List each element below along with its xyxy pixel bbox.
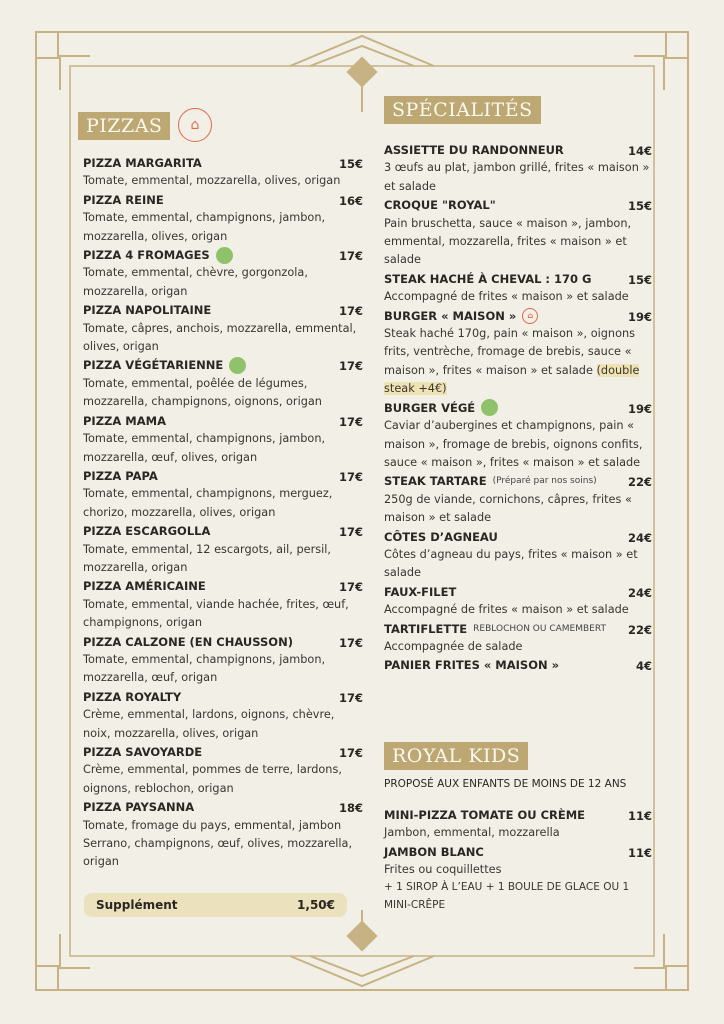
menu-item: [384, 307, 652, 399]
item-title: PIZZA PAYSANNA: [83, 800, 195, 815]
item-price: 17€: [338, 304, 363, 319]
item-description: [83, 817, 363, 872]
item-name: [384, 472, 652, 490]
description-text: Caviar d’aubergines et champignons, pain « maison », fromage de brebis, oignons confits, sauce « maison », frites « maison » et salade: [384, 419, 643, 469]
supplement-label: Supplément: [96, 898, 178, 912]
item-name: [83, 688, 363, 706]
item-note: (Préparé par nos soins): [492, 476, 597, 487]
description-text: Accompagné de frites « maison » et salade: [384, 603, 629, 617]
item-name: [83, 633, 363, 651]
item-name: [83, 577, 363, 595]
menu-item: [384, 806, 652, 843]
item-name: [83, 246, 363, 264]
description-text: Jambon, emmental, mozzarella: [384, 826, 560, 840]
item-name: [83, 522, 363, 540]
supplement-row: [84, 893, 347, 917]
item-price: 17€: [338, 746, 363, 760]
item-title: JAMBON BLANC: [384, 844, 484, 859]
item-title: PIZZA MARGARITA: [83, 156, 202, 170]
menu-item: [83, 191, 363, 246]
item-name: [384, 583, 652, 601]
kids-title: ROYAL KIDS: [384, 742, 528, 770]
item-description: [83, 264, 363, 301]
item-name: [83, 191, 363, 209]
item-price: 18€: [338, 801, 363, 816]
item-price: 19€: [627, 401, 652, 416]
item-description: [83, 320, 363, 357]
item-title: CÔTES D’AGNEAU: [384, 529, 498, 544]
menu-item: [83, 577, 363, 632]
menu-item: [83, 798, 363, 872]
vegetarian-badge-icon: [481, 399, 498, 416]
description-text: Tomate, emmental, champignons, jambon, mozzarella, olives, origan: [83, 211, 326, 243]
item-name: [384, 270, 652, 288]
vegetarian-badge-icon: [229, 357, 246, 374]
item-name: [83, 467, 363, 485]
description-text: Pain bruschetta, sauce « maison », jambon, emmental, mozzarella, frites « maison » et salade: [384, 216, 632, 267]
description-text: Tomate, emmental, poêlée de légumes, mozzarella, champignons, oignons, origan: [83, 376, 322, 409]
item-price: 22€: [627, 475, 652, 490]
item-title: ASSIETTE DU RANDONNEUR: [384, 143, 564, 157]
item-description: [83, 651, 363, 688]
item-price: 17€: [338, 635, 363, 650]
description-text: Accompagnée de salade: [384, 639, 523, 653]
specialites-title: SPÉCIALITÉS: [384, 96, 541, 124]
item-description: [83, 761, 363, 798]
fait-maison-logo: ⌂: [178, 108, 212, 142]
item-description: [83, 172, 363, 190]
item-name: [83, 798, 363, 816]
description-text: Tomate, emmental, chèvre, gorgonzola, mozzarella, origan: [83, 266, 308, 298]
menu-item: [384, 843, 652, 880]
item-price: 11€: [627, 809, 652, 823]
item-name: [384, 399, 652, 417]
item-title: CROQUE "ROYAL": [384, 198, 496, 213]
fait-maison-icon: ⌂: [522, 308, 538, 324]
item-extra: (double steak +4€): [384, 363, 640, 396]
item-title: PIZZA AMÉRICAINE: [83, 579, 206, 594]
pizza-list: [83, 154, 363, 872]
description-text: Tomate, emmental, champignons, merguez, chorizo, mozzarella, olives, origan: [83, 487, 333, 519]
item-price: 17€: [338, 359, 363, 374]
menu-item: [384, 472, 652, 527]
item-price: 14€: [627, 144, 652, 158]
item-price: 17€: [338, 469, 363, 484]
item-title: PIZZA SAVOYARDE: [83, 745, 203, 759]
item-title: PIZZA 4 FROMAGES: [83, 248, 210, 263]
description-text: Tomate, câpres, anchois, mozzarella, emmental, olives, origan: [83, 321, 357, 354]
item-name: [83, 301, 363, 319]
item-description: [384, 861, 652, 879]
item-description: [384, 288, 652, 306]
item-title: BURGER VÉGÉ: [384, 400, 476, 415]
description-text: Steak haché 170g, pain « maison », oignons frits, ventrèche, fromage de brebis, sauce « maison », frites « maison » et salade: [384, 327, 636, 377]
kids-footer: + 1 SIROP À L’EAU + 1 BOULE DE GLACE OU 1 MINI-CRÊPE: [384, 881, 630, 912]
item-title: PIZZA ESCARGOLLA: [83, 524, 211, 539]
description-text: 3 œufs au plat, jambon grillé, frites « maison » et salade: [384, 161, 650, 193]
supplement-price: 1,50€: [297, 898, 335, 912]
item-name: [83, 154, 363, 172]
menu-item: [384, 270, 652, 307]
item-description: [384, 824, 652, 842]
item-price: 11€: [627, 845, 652, 860]
item-title: PANIER FRITES « MAISON »: [384, 658, 560, 673]
item-title: BURGER « MAISON »: [384, 308, 517, 323]
pizzas-title: PIZZAS: [78, 112, 170, 140]
menu-item: [83, 246, 363, 301]
description-text: Crème, emmental, pommes de terre, lardons, oignons, reblochon, origan: [83, 763, 342, 795]
menu-item: [83, 522, 363, 577]
item-price: 22€: [627, 622, 652, 637]
menu-item: [83, 467, 363, 522]
menu-item: [384, 620, 652, 657]
description-text: Côtes d’agneau du pays, frites « maison » et salade: [384, 547, 638, 580]
item-price: 19€: [627, 309, 652, 324]
item-description: [384, 417, 652, 472]
item-title: MINI-PIZZA TOMATE OU CRÈME: [384, 808, 586, 822]
item-description: [384, 638, 652, 656]
kids-list: [384, 806, 652, 880]
menu-item: [384, 196, 652, 270]
item-description: [83, 209, 363, 246]
item-description: [83, 596, 363, 633]
specialites-list: [384, 141, 652, 675]
description-text: Tomate, emmental, 12 escargots, ail, persil, mozzarella, origan: [83, 542, 331, 574]
item-note: REBLOCHON OU CAMEMBERT: [473, 623, 606, 634]
item-price: 15€: [627, 272, 652, 287]
description-text: Tomate, emmental, champignons, jambon, mozzarella, œuf, olives, origan: [83, 432, 326, 464]
item-name: [384, 620, 652, 638]
item-name: [384, 141, 652, 159]
item-price: 17€: [338, 249, 363, 264]
item-description: [83, 430, 363, 467]
item-description: [83, 706, 363, 743]
item-name: [384, 528, 652, 546]
item-description: [83, 375, 363, 412]
menu-item: [83, 301, 363, 356]
item-description: [83, 485, 363, 522]
item-title: PIZZA MAMA: [83, 413, 166, 428]
description-text: Accompagné de frites « maison » et salade: [384, 290, 629, 304]
item-description: [384, 546, 652, 583]
item-title: PIZZA PAPA: [83, 468, 158, 483]
menu-item: [384, 141, 652, 196]
item-description: [384, 325, 652, 399]
menu-item: [83, 688, 363, 743]
item-description: [384, 215, 652, 270]
menu-item: [83, 154, 363, 191]
item-description: [384, 159, 652, 196]
item-price: 16€: [338, 193, 363, 208]
item-price: 15€: [627, 199, 652, 214]
item-price: 17€: [338, 414, 363, 429]
item-name: [83, 743, 363, 761]
menu-item: [83, 356, 363, 411]
description-text: 250g de viande, cornichons, câpres, frites « maison » et salade: [384, 492, 632, 525]
item-name: [384, 843, 652, 861]
item-price: 24€: [627, 585, 652, 600]
menu-item: [83, 633, 363, 688]
item-price: 17€: [338, 690, 363, 705]
menu-item: [83, 743, 363, 798]
description-text: Tomate, emmental, viande hachée, frites, œuf, champignons, origan: [83, 597, 349, 630]
item-title: PIZZA VÉGÉTARIENNE: [83, 358, 224, 373]
item-price: 17€: [338, 525, 363, 540]
menu-item: [384, 528, 652, 583]
menu-item: [384, 399, 652, 473]
item-description: [384, 491, 652, 528]
menu-item: [384, 656, 652, 674]
menu-item: [384, 583, 652, 620]
item-name: [83, 412, 363, 430]
vegetarian-badge-icon: [216, 247, 233, 264]
item-title: FAUX-FILET: [384, 584, 457, 599]
menu-item: [83, 412, 363, 467]
item-title: PIZZA NAPOLITAINE: [83, 303, 212, 318]
item-description: [83, 541, 363, 578]
description-text: Tomate, fromage du pays, emmental, jambon Serrano, champignons, œuf, olives, mozzarella, origan: [83, 818, 353, 869]
item-title: PIZZA ROYALTY: [83, 689, 182, 704]
description-text: Tomate, emmental, mozzarella, olives, origan: [83, 174, 341, 188]
item-title: PIZZA REINE: [83, 192, 164, 207]
item-title: TARTIFLETTE: [384, 621, 468, 636]
item-price: 17€: [338, 580, 363, 595]
item-name: [384, 307, 652, 325]
item-title: PIZZA CALZONE (EN CHAUSSON): [83, 634, 293, 649]
description-text: Frites ou coquillettes: [384, 863, 502, 877]
item-description: [384, 601, 652, 619]
description-text: Tomate, emmental, champignons, jambon, mozzarella, œuf, origan: [83, 652, 326, 685]
item-name: [384, 806, 652, 824]
kids-intro: PROPOSÉ AUX ENFANTS DE MOINS DE 12 ANS: [384, 778, 627, 790]
item-price: 4€: [635, 659, 652, 674]
item-name: [83, 356, 363, 374]
item-title: STEAK HACHÉ À CHEVAL : 170 G: [384, 271, 592, 286]
item-name: [384, 196, 652, 214]
item-price: 15€: [338, 157, 363, 171]
item-title: STEAK TARTARE: [384, 474, 487, 489]
item-price: 24€: [627, 530, 652, 545]
item-name: [384, 656, 652, 674]
description-text: Crème, emmental, lardons, oignons, chèvre, noix, mozzarella, olives, origan: [83, 708, 335, 740]
